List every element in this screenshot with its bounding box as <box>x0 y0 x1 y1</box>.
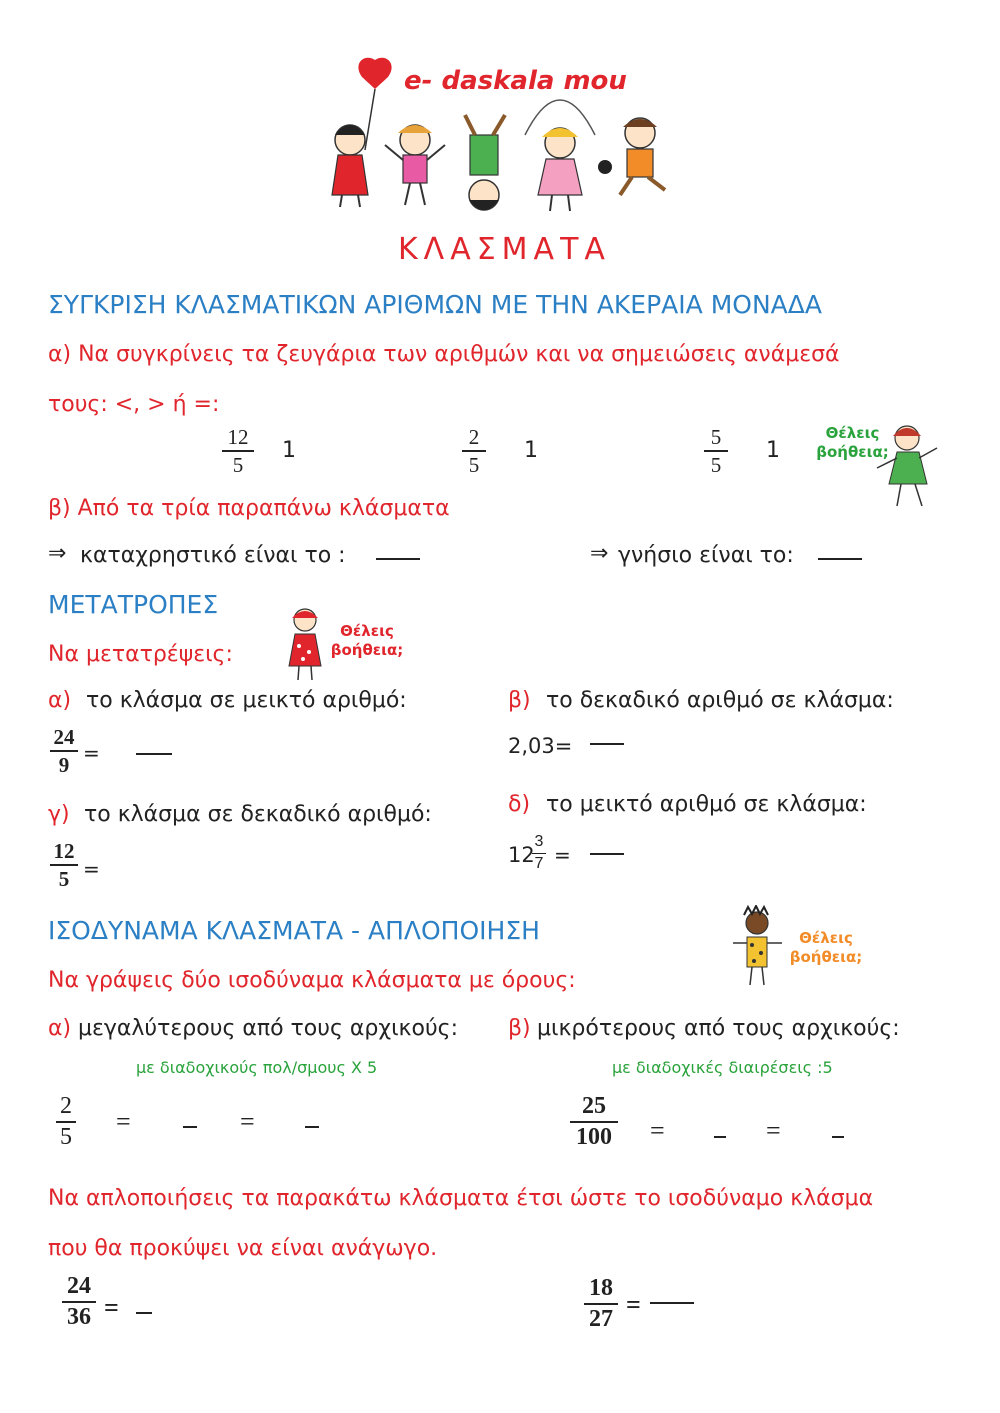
denominator: 100 <box>576 1124 612 1151</box>
denominator: 5 <box>232 453 244 478</box>
simplify-instr-line1: Να απλοποιήσεις τα παρακάτω κλάσματα έτσι ώστε το ισοδύναμο κλάσμα <box>48 1186 874 1211</box>
page-title: ΚΛΑΣΜΑΤΑ <box>398 232 611 267</box>
conv-d-whole: 12 <box>508 843 535 867</box>
simplify-answer-blank-1[interactable] <box>136 1312 152 1314</box>
fraction-bar <box>570 1121 618 1123</box>
equiv-a-equals-2: = <box>240 1107 255 1136</box>
proper-label: γνήσιο είναι το: <box>618 543 794 568</box>
denominator: 36 <box>67 1304 91 1331</box>
help-button-1[interactable] <box>815 418 945 513</box>
denominator: 7 <box>534 854 544 872</box>
conv-a-prefix: α) <box>48 688 72 713</box>
numerator: 18 <box>589 1275 613 1301</box>
denominator: 5 <box>710 453 722 478</box>
equiv-b-equals-1: = <box>650 1116 665 1145</box>
simplify-equals-1: = <box>104 1293 119 1322</box>
girl-green-dress-icon <box>867 418 942 513</box>
section2-instr: Να μετατρέψεις: <box>48 642 233 667</box>
equiv-b-hint: με διαδοχικές διαιρέσεις :5 <box>612 1058 833 1077</box>
conv-d-equals: = <box>554 843 571 867</box>
boy-yellow-outfit-icon <box>730 905 785 990</box>
equiv-a-hint: με διαδοχικούς πολ/σμους Χ 5 <box>136 1058 378 1077</box>
numerator: 2 <box>60 1093 72 1119</box>
fraction-bar <box>462 450 486 452</box>
equiv-a-text: μεγαλύτερους από τους αρχικούς: <box>78 1016 458 1041</box>
equiv-b-prefix: β) <box>508 1016 531 1041</box>
equiv-a-answer-blank-1[interactable] <box>183 1126 197 1128</box>
conv-c-fraction <box>50 840 78 890</box>
equiv-b-fraction <box>570 1094 618 1150</box>
help-text-3: Θέλεις βοήθεια; <box>789 929 863 966</box>
conv-d-fraction <box>532 834 546 873</box>
improper-answer-blank[interactable] <box>376 558 420 560</box>
conv-b-value: 2,03= <box>508 734 573 758</box>
conv-c-equals: = <box>83 857 100 881</box>
denominator: 9 <box>58 753 70 778</box>
numerator: 3 <box>534 833 544 850</box>
improper-label: καταχρηστικό είναι το : <box>80 543 346 568</box>
numerator: 24 <box>53 725 75 749</box>
equiv-a-equals-1: = <box>116 1107 131 1136</box>
denominator: 27 <box>589 1306 613 1333</box>
section2-heading: ΜΕΤΑΤΡΟΠΕΣ <box>48 590 219 619</box>
fraction-bar <box>222 450 254 452</box>
section1-instr-b: β) Από τα τρία παραπάνω κλάσματα <box>48 496 450 521</box>
fraction-bar <box>704 450 728 452</box>
section1-heading: ΣΥΓΚΡΙΣΗ ΚΛΑΣΜΑΤΙΚΩΝ ΑΡΙΘΜΩΝ ΜΕ ΤΗΝ ΑΚΕΡΑΙΑ ΜΟΝΑΔΑ <box>48 290 822 319</box>
section1-instr-a-line1: α) Να συγκρίνεις τα ζευγάρια των αριθμών και να σημειώσεις ανάμεσά <box>48 342 840 367</box>
conv-b-answer-blank[interactable] <box>590 743 624 745</box>
compare-fraction-2 <box>462 426 486 476</box>
compare-fraction-3 <box>704 426 728 476</box>
conv-d-prefix: δ) <box>508 792 531 817</box>
help-button-2[interactable] <box>285 604 415 684</box>
numerator: 12 <box>227 425 249 449</box>
simplify-equals-2: = <box>626 1290 641 1319</box>
equiv-b-answer-blank-1[interactable] <box>714 1136 726 1138</box>
conv-a-text: το κλάσμα σε μεικτό αριθμό: <box>86 688 407 713</box>
help-button-3[interactable] <box>730 905 880 990</box>
denominator: 5 <box>468 453 480 478</box>
conv-b-text: το δεκαδικό αριθμό σε κλάσμα: <box>546 688 894 713</box>
fraction-bar <box>50 750 78 752</box>
conv-d-answer-blank[interactable] <box>590 853 624 855</box>
conv-a-answer-blank[interactable] <box>136 753 172 755</box>
equiv-b-text: μικρότερους από τους αρχικούς: <box>537 1016 900 1041</box>
fraction-bar <box>584 1303 618 1305</box>
arrow-icon-2: ⇒ <box>590 541 609 566</box>
brand-text: e- daskala mou <box>404 66 627 96</box>
simplify-instr-line2: που θα προκύψει να είναι ανάγωγο. <box>48 1236 438 1261</box>
equiv-b-equals-2: = <box>766 1116 781 1145</box>
numerator: 25 <box>582 1093 606 1119</box>
conv-c-text: το κλάσμα σε δεκαδικό αριθμό: <box>84 802 432 827</box>
conv-a-equals: = <box>83 741 100 765</box>
numerator: 24 <box>67 1273 91 1299</box>
denominator: 5 <box>60 1124 72 1151</box>
equiv-b-answer-blank-2[interactable] <box>832 1136 844 1138</box>
fraction-bar <box>50 864 78 866</box>
conv-b-prefix: β) <box>508 688 531 713</box>
numerator: 5 <box>710 425 722 449</box>
simplify-fraction-1 <box>62 1274 96 1330</box>
equiv-a-answer-blank-2[interactable] <box>305 1126 319 1128</box>
girl-red-dress-icon <box>285 604 325 684</box>
numerator: 12 <box>53 839 75 863</box>
compare-one-2: 1 <box>524 438 538 463</box>
conv-d-text: το μεικτό αριθμό σε κλάσμα: <box>546 792 867 817</box>
conv-c-prefix: γ) <box>48 802 70 827</box>
numerator: 2 <box>468 425 480 449</box>
help-text-2: Θέλεις βοήθεια; <box>330 622 404 659</box>
simplify-fraction-2 <box>584 1276 618 1332</box>
compare-one-1: 1 <box>282 438 296 463</box>
section3-heading: ΙΣΟΔΥΝΑΜΑ ΚΛΑΣΜΑΤΑ - ΑΠΛΟΠΟΙΗΣΗ <box>48 916 540 945</box>
fraction-bar <box>56 1121 76 1123</box>
fraction-bar <box>532 853 546 854</box>
equiv-a-fraction <box>56 1094 76 1150</box>
denominator: 5 <box>58 867 70 892</box>
compare-fraction-1 <box>222 426 254 476</box>
arrow-icon-1: ⇒ <box>48 541 67 566</box>
section3-instr: Να γράψεις δύο ισοδύναμα κλάσματα με όρους: <box>48 968 576 993</box>
simplify-answer-blank-2[interactable] <box>650 1302 694 1304</box>
fraction-bar <box>62 1301 96 1303</box>
equiv-a-prefix: α) <box>48 1016 72 1041</box>
proper-answer-blank[interactable] <box>818 558 862 560</box>
help-text-1: Θέλεις βοήθεια; <box>816 424 889 461</box>
compare-one-3: 1 <box>766 438 780 463</box>
conv-a-fraction <box>50 726 78 776</box>
section1-instr-a-line2: τους: <, > ή =: <box>48 392 220 417</box>
